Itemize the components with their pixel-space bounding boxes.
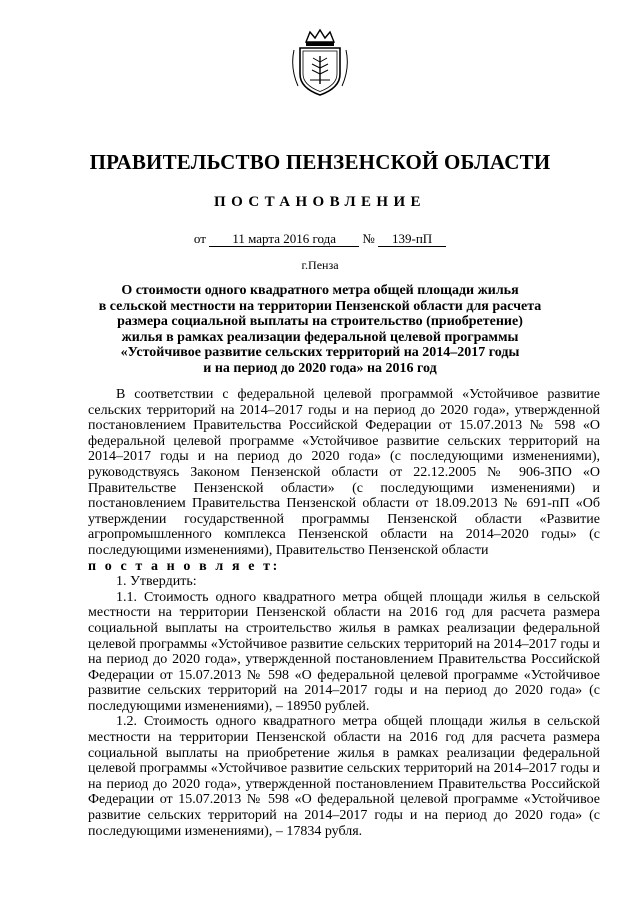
- title-line: О стоимости одного квадратного метра общей площади жилья: [121, 283, 519, 298]
- document-body: [88, 387, 600, 839]
- document-date: 11 марта 2016 года: [209, 231, 359, 247]
- item-1-1: 1.1. Стоимость одного квадратного метра общей площади жилья в сельской местности на территории Пензенской области на 2016 год для расчета размера социальной выплаты на строительство жилья в рамках реализации федеральной целевой программы «Устойчивое развитие сельских территорий на 2014–2017 годы и на период до 2020 года», утвержденной постановлением Правительства Российской Федерации от 15.07.2013 № 598 «О федеральной целевой программе «Устойчивое развитие сельских территорий на 2014–2017 годы и на период до 2020 года» (с последующими изменениями), – 18950 рублей.: [88, 589, 600, 714]
- city: г.Пенза: [301, 258, 339, 272]
- resolves-line: [88, 559, 600, 575]
- document-number: 139-пП: [378, 231, 446, 247]
- number-prefix: №: [362, 231, 375, 246]
- resolves-word: п о с т а н о в л я е т:: [88, 558, 280, 574]
- date-prefix: от: [193, 231, 206, 246]
- title-line: «Устойчивое развитие сельских территорий на 2014–2017 годы: [120, 345, 520, 361]
- document-title: [80, 283, 560, 377]
- item-1: 1. Утвердить:: [116, 574, 197, 590]
- document-type: ПОСТАНОВЛЕНИЕ: [214, 194, 426, 210]
- coat-of-arms-icon: [290, 28, 350, 98]
- title-line: в сельской местности на территории Пензенской области для расчета: [98, 298, 542, 314]
- title-line: и на период до 2020 года» на 2016 год: [203, 360, 437, 376]
- organization-name: ПРАВИТЕЛЬСТВО ПЕНЗЕНСКОЙ ОБЛАСТИ: [89, 150, 551, 174]
- title-line: размера социальной выплаты на строительство (приобретение): [117, 314, 523, 330]
- date-number-line: [0, 231, 640, 247]
- preamble-paragraph: В соответствии с федеральной целевой программой «Устойчивое развитие сельских территорий на 2014–2017 годы и на период до 2020 года», утвержденной постановлением Правительства Российской Федерации от 15.07.2013 № 598 «О федеральной целевой программе «Устойчивое развитие сельских территорий на 2014–2017 годы и на период до 2020 года» (с последующими изменениями), руководствуясь Законом Пензенской области от 22.12.2005 № 906-ЗПО «О Правительстве Пензенской области» (с последующими изменениями) и постановлением Правительства Пензенской области от 18.09.2013 № 691-пП «Об утверждении государственной программы Пензенской области «Развитие агропромышленного комплекса Пензенской области на 2014–2020 годы» (с последующими изменениями), Правительство Пензенской области: [88, 387, 600, 558]
- title-line: жилья в рамках реализации федеральной целевой программы: [121, 329, 519, 345]
- item-1-2: 1.2. Стоимость одного квадратного метра общей площади жилья в сельской местности на территории Пензенской области на 2016 год для расчета размера социальной выплаты на приобретение жилья в рамках реализации федеральной целевой программы «Устойчивое развитие сельских территорий на 2014–2017 годы и на период до 2020 года», утвержденной постановлением Правительства Российской Федерации от 15.07.2013 № 598 «О федеральной целевой программе «Устойчивое развитие сельских территорий на 2014–2017 годы и на период до 2020 года» (с последующими изменениями), – 17834 рубля.: [88, 714, 600, 839]
